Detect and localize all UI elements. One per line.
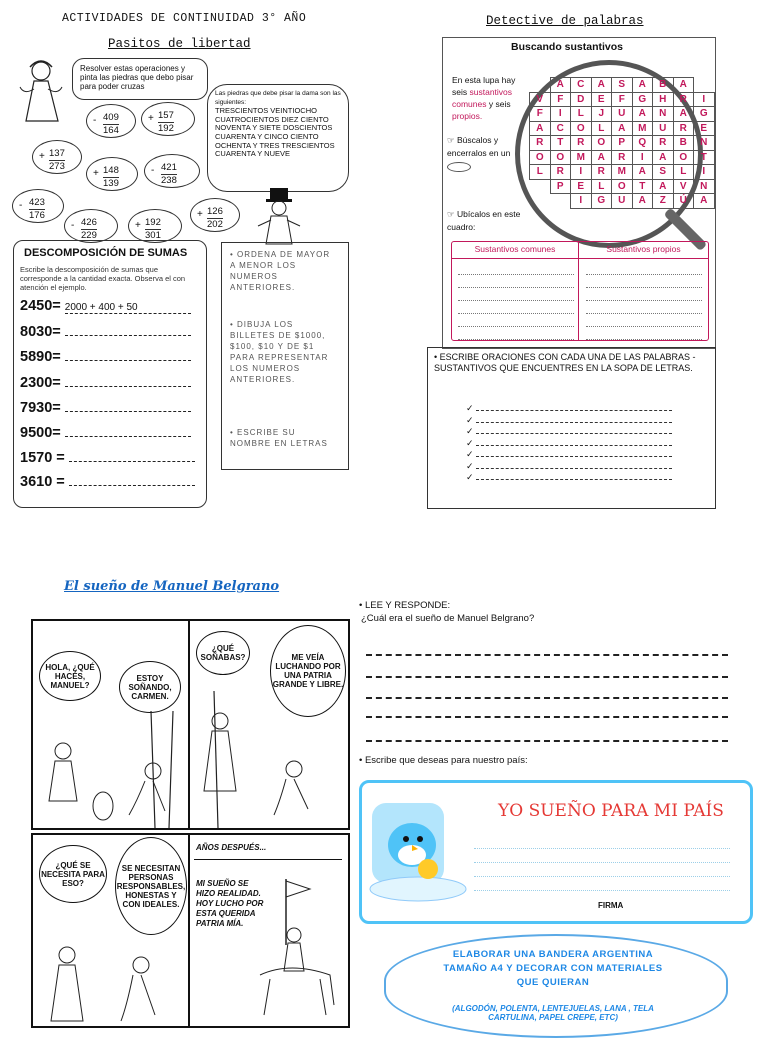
grid-letter[interactable]: F bbox=[550, 92, 571, 107]
caption: AÑOS DESPUÉS... bbox=[196, 843, 267, 852]
grid-letter[interactable]: G bbox=[632, 92, 653, 107]
grid-letter[interactable]: R bbox=[653, 136, 674, 151]
grid-letter[interactable]: L bbox=[591, 179, 612, 194]
grid-letter[interactable]: C bbox=[550, 121, 571, 136]
comic-panel-2 bbox=[188, 619, 350, 830]
grid-letter[interactable]: A bbox=[632, 165, 653, 180]
stone-op[interactable]: + 148 139 bbox=[86, 157, 138, 191]
grid-letter[interactable] bbox=[530, 78, 551, 93]
task-order: • ORDENA DE MAYOR A MENOR LOS NUMEROS ANTERIORES. bbox=[230, 250, 331, 292]
flag-materials: (ALGODÓN, POLENTA, LENTEJUELAS, LANA , TELA CARTULINA, PAPEL CREPE, ETC) bbox=[452, 1004, 654, 1022]
grid-letter[interactable]: F bbox=[612, 92, 633, 107]
grid-letter[interactable]: A bbox=[673, 107, 694, 122]
grid-letter[interactable]: T bbox=[632, 179, 653, 194]
dream-card bbox=[359, 780, 753, 924]
grid-letter[interactable]: O bbox=[591, 136, 612, 151]
flag-text: ELABORAR UNA BANDERA ARGENTINA TAMAÑO A4 Y DECORAR CON MATERIALES QUE QUIERAN bbox=[443, 949, 663, 988]
grid-letter[interactable]: I bbox=[632, 150, 653, 165]
speech-bubble: SE NECESITAN PERSONAS RESPONSABLES, HONESTAS Y CON IDEALES. bbox=[115, 837, 187, 935]
sum-answer[interactable] bbox=[65, 399, 191, 412]
tasks-box bbox=[221, 242, 349, 470]
children-drawing bbox=[33, 711, 188, 828]
grid-letter[interactable]: R bbox=[571, 136, 592, 151]
grid-letter[interactable] bbox=[694, 78, 715, 93]
grid-letter[interactable]: A bbox=[632, 107, 653, 122]
grid-letter[interactable]: S bbox=[612, 78, 633, 93]
detective-subtitle: Buscando sustantivos bbox=[511, 41, 624, 53]
grid-letter[interactable]: V bbox=[673, 179, 694, 194]
grid-letter[interactable]: I bbox=[571, 194, 592, 209]
grid-letter[interactable]: E bbox=[591, 92, 612, 107]
detective-intro: En esta lupa hay seis sustantivos comunes y seis propios. bbox=[452, 75, 516, 121]
grid-letter[interactable]: I bbox=[694, 92, 715, 107]
sum-answer[interactable]: 2000 + 400 + 50 bbox=[65, 302, 191, 314]
general-on-horse-drawing bbox=[250, 875, 348, 1026]
gentleman-illustration bbox=[254, 186, 304, 246]
comic-panel-4 bbox=[188, 833, 350, 1028]
grid-letter[interactable]: S bbox=[653, 165, 674, 180]
grid-letter[interactable]: C bbox=[571, 78, 592, 93]
grid-letter[interactable]: L bbox=[591, 121, 612, 136]
grid-letter[interactable]: A bbox=[632, 194, 653, 209]
grid-letter[interactable]: A bbox=[591, 150, 612, 165]
stone-op[interactable]: - 409 164 bbox=[86, 104, 136, 138]
stone-op[interactable]: - 421 238 bbox=[144, 154, 200, 188]
grid-letter[interactable]: H bbox=[653, 92, 674, 107]
grid-row bbox=[530, 165, 715, 180]
pasitos-title: Pasitos de libertad bbox=[108, 37, 251, 51]
speech-bubble: ME VEÍA LUCHANDO POR UNA PATRIA GRANDE Y LIBRE. bbox=[270, 625, 346, 717]
detective-title: Detective de palabras bbox=[486, 14, 644, 28]
grid-row bbox=[530, 150, 715, 165]
sum-row: 9500= bbox=[20, 424, 191, 441]
grid-letter[interactable]: A bbox=[530, 121, 551, 136]
nouns-table bbox=[451, 241, 709, 341]
instruction-bubble: Resolver estas operaciones y pinta las piedras que debo pisar para poder cruzas bbox=[72, 58, 208, 100]
sum-answer[interactable] bbox=[65, 374, 191, 387]
comic-panel-1 bbox=[31, 619, 190, 830]
grid-letter[interactable]: Ú bbox=[673, 194, 694, 209]
sum-row: 8030= bbox=[20, 323, 191, 340]
grid-letter[interactable]: J bbox=[591, 107, 612, 122]
sum-answer[interactable] bbox=[65, 424, 191, 437]
grid-letter[interactable]: P bbox=[550, 179, 571, 194]
task-name: • ESCRIBE SU NOMBRE EN LETRAS bbox=[230, 428, 328, 448]
grid-letter[interactable]: E bbox=[694, 121, 715, 136]
answer-line[interactable] bbox=[366, 716, 728, 718]
grid-row bbox=[530, 121, 715, 136]
sum-row: 3610 = bbox=[20, 473, 195, 490]
grid-letter[interactable]: M bbox=[632, 121, 653, 136]
grid-letter[interactable] bbox=[530, 194, 551, 209]
dream-card-title: YO SUEÑO PARA MI PAÍS bbox=[498, 801, 724, 821]
sum-answer[interactable] bbox=[65, 323, 191, 336]
oval-icon bbox=[447, 162, 471, 172]
detective-place: ☞ Ubícalos en este cuadro: bbox=[447, 209, 521, 232]
sum-answer[interactable] bbox=[69, 473, 195, 486]
sum-row: 7930= bbox=[20, 399, 191, 416]
answer-line[interactable] bbox=[366, 697, 728, 699]
grid-row bbox=[530, 92, 715, 107]
grid-letter[interactable]: B bbox=[653, 78, 674, 93]
stone-op[interactable]: - 426 229 bbox=[64, 209, 118, 243]
grid-letter[interactable]: R bbox=[530, 136, 551, 151]
grid-row bbox=[530, 78, 715, 93]
belgrano-title: El sueño de Manuel Belgrano bbox=[64, 579, 280, 594]
grid-letter[interactable]: A bbox=[694, 194, 715, 209]
grid-letter[interactable]: R bbox=[612, 150, 633, 165]
grid-letter[interactable]: N bbox=[653, 107, 674, 122]
sums-title: DESCOMPOSICIÓN DE SUMAS bbox=[24, 247, 188, 259]
children-drawing bbox=[190, 691, 348, 828]
speech-bubble: HOLA, ¿QUÉ HACÉS, MANUEL? bbox=[39, 651, 101, 701]
grid-letter[interactable]: A bbox=[591, 78, 612, 93]
stone-op[interactable]: - 423 176 bbox=[12, 189, 64, 223]
speech-bubble: ¿QUÉ SOÑABAS? bbox=[196, 631, 250, 675]
narration: MI SUEÑO SE HIZO REALIDAD. HOY LUCHO POR ESTA QUERIDA PATRIA MÍA. bbox=[196, 879, 264, 928]
grid-letter[interactable]: A bbox=[673, 78, 694, 93]
common-lines[interactable] bbox=[458, 262, 574, 340]
detective-find: ☞ Búscalos y encerralos en un bbox=[447, 134, 517, 173]
grid-letter[interactable]: I bbox=[550, 107, 571, 122]
grid-letter[interactable] bbox=[550, 194, 571, 209]
grid-letter[interactable]: D bbox=[571, 92, 592, 107]
grid-row bbox=[530, 194, 715, 209]
grid-row bbox=[530, 136, 715, 151]
grid-letter[interactable]: O bbox=[550, 150, 571, 165]
respond-question: ¿Cuál era el sueño de Manuel Belgrano? bbox=[361, 613, 535, 624]
grid-letter[interactable]: F bbox=[530, 107, 551, 122]
stone-op[interactable]: + 192 301 bbox=[128, 209, 182, 243]
grid-letter[interactable]: L bbox=[673, 165, 694, 180]
grid-letter[interactable]: Q bbox=[632, 136, 653, 151]
grid-letter[interactable]: N bbox=[694, 179, 715, 194]
grid-letter[interactable]: R bbox=[550, 165, 571, 180]
grid-letter[interactable]: A bbox=[550, 78, 571, 93]
stones-title: Las piedras que debe pisar la dama son las siguientes: bbox=[215, 90, 341, 106]
grid-letter[interactable]: O bbox=[612, 179, 633, 194]
answer-line[interactable] bbox=[366, 676, 728, 678]
grid-letter[interactable]: N bbox=[694, 136, 715, 151]
grid-letter[interactable]: P bbox=[612, 136, 633, 151]
grid-letter[interactable]: R bbox=[591, 165, 612, 180]
grid-letter[interactable]: G bbox=[694, 107, 715, 122]
grid-letter[interactable]: E bbox=[571, 179, 592, 194]
stone-op[interactable]: + 157 192 bbox=[141, 102, 195, 136]
grid-letter[interactable]: G bbox=[591, 194, 612, 209]
grid-letter[interactable]: O bbox=[673, 150, 694, 165]
answer-line[interactable] bbox=[366, 654, 728, 656]
stones-list: TRESCIENTOS VEINTIOCHO CUATROCIENTOS DIEZ CIENTO NOVENTA Y SIETE DOSCIENTOS CUARENTA Y CINCO CIENTO OCHENTA Y TRES TRESCIENTOS CUARENTA Y NUEVE bbox=[215, 106, 335, 159]
grid-letter[interactable]: U bbox=[653, 121, 674, 136]
sum-row: 2450= 2000 + 400 + 50 bbox=[20, 298, 191, 314]
grid-letter[interactable]: T bbox=[694, 150, 715, 165]
hand-icon: ☞ bbox=[447, 209, 455, 219]
grid-letter[interactable]: O bbox=[571, 121, 592, 136]
grid-letter[interactable]: A bbox=[653, 179, 674, 194]
column-proper: Sustantivos propios bbox=[579, 242, 708, 259]
sum-answer[interactable] bbox=[69, 449, 195, 462]
worksheet-title: ACTIVIDADES DE CONTINUIDAD 3° AÑO bbox=[62, 12, 307, 25]
firma-label: FIRMA bbox=[598, 901, 624, 910]
grid-letter[interactable]: A bbox=[612, 121, 633, 136]
hand-icon: ☞ bbox=[447, 135, 455, 145]
sum-row: 5890= bbox=[20, 348, 191, 365]
grid-letter[interactable]: R bbox=[673, 92, 694, 107]
sums-instruction: Escribe la descomposición de sumas que corresponde a la cantidad exacta. Observa el con atención el ejemplo. bbox=[20, 265, 186, 292]
grid-letter[interactable]: M bbox=[571, 150, 592, 165]
grid-letter[interactable] bbox=[530, 179, 551, 194]
grid-letter[interactable]: I bbox=[694, 165, 715, 180]
speech-bubble: ¿QUÉ SE NECESITA PARA ESO? bbox=[39, 845, 107, 903]
grid-letter[interactable]: V bbox=[530, 92, 551, 107]
stone-op[interactable]: + 137 273 bbox=[32, 140, 82, 174]
proper-lines[interactable] bbox=[586, 262, 702, 340]
grid-letter[interactable]: M bbox=[612, 165, 633, 180]
sum-answer[interactable] bbox=[65, 348, 191, 361]
stones-bubble bbox=[207, 84, 349, 192]
sum-row: 1570 = bbox=[20, 449, 195, 466]
speech-bubble: ESTOY SOÑANDO, CARMEN. bbox=[119, 661, 181, 713]
grid-row bbox=[530, 107, 715, 122]
bird-on-cloud-icon bbox=[366, 797, 470, 903]
comic-panel-3 bbox=[31, 833, 190, 1028]
grid-letter[interactable]: I bbox=[571, 165, 592, 180]
dream-lines[interactable] bbox=[474, 835, 730, 891]
children-drawing bbox=[33, 925, 188, 1026]
grid-letter[interactable]: B bbox=[673, 136, 694, 151]
sentences-box bbox=[427, 347, 716, 509]
grid-letter[interactable]: Z bbox=[653, 194, 674, 209]
task-draw: • DIBUJA LOS BILLETES DE $1000, $100, $10 Y DE $1 PARA REPRESENTAR LOS NUMEROS ANTERIORES. bbox=[230, 320, 329, 384]
lady-illustration bbox=[14, 55, 68, 125]
grid-letter[interactable]: L bbox=[530, 165, 551, 180]
grid-letter[interactable]: R bbox=[673, 121, 694, 136]
sum-row: 2300= bbox=[20, 374, 191, 391]
stone-op[interactable]: + 126 202 bbox=[190, 198, 240, 232]
sentence-lines[interactable]: ✓ ✓ ✓ ✓ ✓ ✓ ✓ bbox=[466, 403, 686, 484]
word-search-grid[interactable] bbox=[529, 77, 715, 209]
grid-row bbox=[530, 179, 715, 194]
grid-letter[interactable]: U bbox=[612, 107, 633, 122]
grid-letter[interactable]: U bbox=[612, 194, 633, 209]
sentences-instruction: • ESCRIBE ORACIONES CON CADA UNA DE LAS PALABRAS -SUSTANTIVOS QUE ENCUENTRES EN LA SOPA DE LETRAS. bbox=[434, 352, 696, 373]
grid-letter[interactable]: L bbox=[571, 107, 592, 122]
column-common: Sustantivos comunes bbox=[452, 242, 579, 259]
grid-letter[interactable]: A bbox=[653, 150, 674, 165]
grid-letter[interactable]: O bbox=[530, 150, 551, 165]
wish-prompt: • Escribe que deseas para nuestro país: bbox=[359, 755, 528, 766]
grid-letter[interactable]: A bbox=[632, 78, 653, 93]
answer-line[interactable] bbox=[366, 740, 728, 742]
respond-title: • LEE Y RESPONDE: bbox=[359, 600, 451, 611]
grid-letter[interactable]: T bbox=[550, 136, 571, 151]
